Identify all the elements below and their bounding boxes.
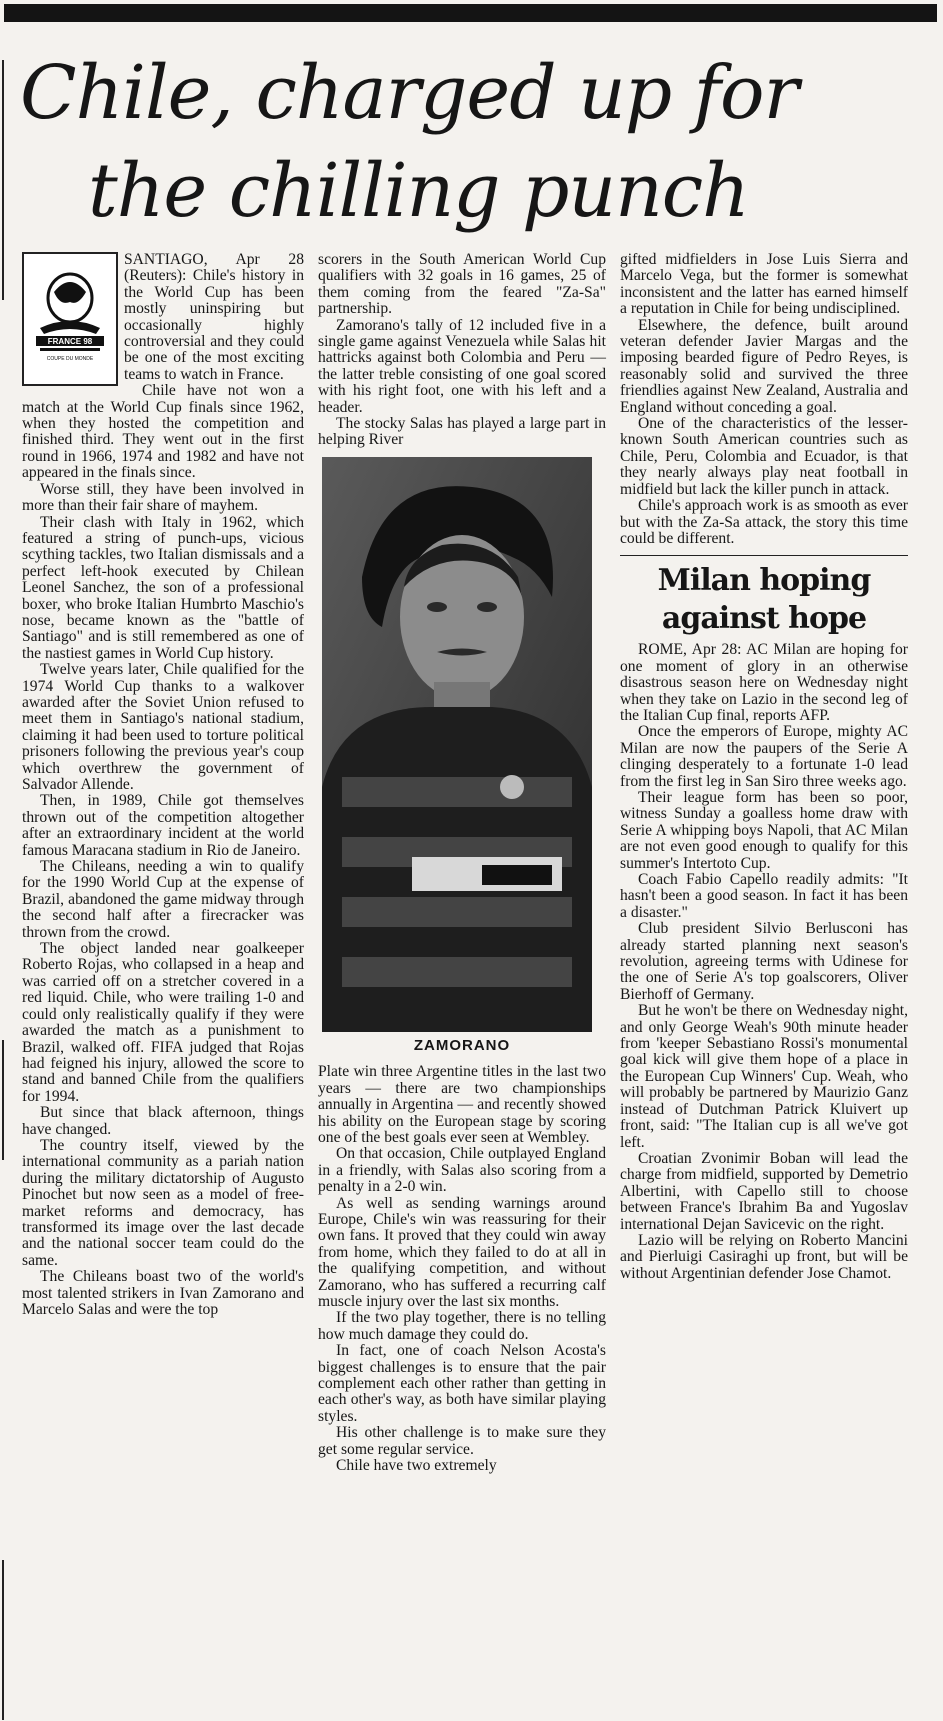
article-paragraph: scorers in the South American World Cup qualifiers with 32 goals in 16 games, 25 of them coming from the feared "Za-Sa" partnership. — [318, 251, 606, 318]
column-rule — [2, 1560, 4, 1720]
adjacent-column-edge — [0, 0, 10, 1721]
article-paragraph: Chile have two extremely — [336, 1457, 497, 1475]
article-paragraph: But he won't be there on Wednesday night, and only George Weah's 90th minute header from 'keeper Sebastiano Rossi's monumental goal kick will give them hope of a place in the European Cup Winners' Cup. Weah, who will probably be partnered by Maurizio Ganz instead of Dutchman Patrick Kluivert up front, said: "The Italian cup is all we've got left. — [620, 1002, 908, 1151]
article-paragraph: But since that black afternoon, things have changed. — [22, 1104, 304, 1138]
article — [22, 252, 922, 1718]
article-paragraph: SANTIAGO, Apr 28 (Reuters): Chile's history in the World Cup has been mostly uninspiring but occasionally highly controversial and they could be one of the most exciting teams to watch in France. — [124, 251, 304, 383]
article-paragraph: Once the emperors of Europe, mighty AC Milan are now the paupers of the Serie A clinging desperately to a fortunate 1-0 lead from the first leg in San Siro three weeks ago. — [620, 723, 908, 790]
article-paragraph: Zamorano's tally of 12 included five in a single game against Venezuela while Salas hit hattricks against both Colombia and Peru — the latter treble consisting of one goal scored with his right foot, one with his left and a header. — [318, 316, 606, 416]
column-3 — [620, 252, 908, 1282]
top-rule — [4, 4, 937, 22]
zamorano-photo — [322, 457, 592, 1032]
column-rule — [2, 60, 4, 300]
headline-line-1: Chile, charged up for — [20, 50, 798, 136]
article-paragraph: Chile have not won a match at the World Cup finals since 1962, when they hosted the competition and finished third. They went out in the first round in 1966, 1974 and 1982 and have not appeared in the finals since. — [22, 382, 304, 482]
headline-line-2: the chilling punch — [88, 148, 749, 234]
article-paragraph: Lazio will be relying on Roberto Mancini and Pierluigi Casiraghi up front, but will be without Argentinian defender Jose Chamot. — [620, 1231, 908, 1282]
column-rule — [2, 1040, 4, 1160]
article-paragraph: The object landed near goalkeeper Roberto Rojas, who collapsed in a heap and was carried off on a stretcher covered in a red liquid. Chile, who were trailing 1-0 and could only realistically qualify if they were awarded the match as a punishment to Brazil, walked off. FIFA judged that Rojas had feigned his injury, allowed the score to stand and banned Chile from the qualifiers for 1994. — [22, 940, 304, 1105]
article-paragraph: Coach Fabio Capello readily admits: "It hasn't been a good season. In fact it has been a disaster." — [620, 871, 908, 921]
photo-caption: ZAMORANO — [413, 1036, 511, 1054]
article-paragraph: In fact, one of coach Nelson Acosta's biggest challenges is to ensure that the pair complement each other rather than getting in each other's way, as both have similar playing styles. — [318, 1342, 606, 1425]
article-paragraph: Croatian Zvonimir Boban will lead the charge from midfield, supported by Demetrio Albertini, with Capello still to choose between France's Ibrahim Ba and Yugoslav international Dejan Savicevic on the right. — [620, 1149, 908, 1233]
dateline: SANTIAGO, Apr 28 (Reuters): — [124, 251, 304, 285]
article-paragraph: One of the characteristics of the lesser-known South American countries such as Chile, Peru, Colombia and Ecuador, is that they nearly always play neat football in midfield but lack the killer punch in attack. — [620, 415, 908, 498]
logo-subtext: COUPE DU MONDE — [46, 356, 94, 362]
article-paragraph: Their league form has been so poor, witness Sunday a goalless home draw with Serie A whipping boys Napoli, that AC Milan are not even good enough to qualify for this summer's Intertoto Cup. — [620, 788, 908, 872]
article-paragraph: Chile's approach work is as smooth as ever but with the Za-Sa attack, the story this time could be different. — [620, 497, 908, 547]
article-paragraph: The Chileans, needing a win to qualify for the 1990 World Cup at the expense of Brazil, abandoned the game midway through the second half after a firecracker was thrown from the crowd. — [22, 858, 304, 941]
article-paragraph: As well as sending warnings around Europe, Chile's win was reassuring for their own fans. It proved that they could win away from home, which they failed to do at all in the qualifying competition, and without Zamorano, who has suffered a recurring calf muscle injury over the last six months. — [318, 1194, 606, 1310]
main-headline — [20, 44, 920, 240]
article-paragraph: Club president Silvio Berlusconi has already started planning next season's revolution, agreeing terms with Udinese for the one of Serie A's top goalscorers, Oliver Bierhoff of Germany. — [620, 920, 908, 1003]
world-cup-logo-icon — [30, 262, 110, 378]
article-paragraph: Elsewhere, the defence, built around veteran defender Javier Margas and the imposing bearded figure of Pedro Reyes, is reasonably solid and survived the three friendlies against New Zealand, Australia and England without conceding a goal. — [620, 316, 908, 416]
article-paragraph: On that occasion, Chile outplayed England in a friendly, with Salas also scoring from a penalty in a 2-0 win. — [318, 1145, 606, 1196]
article-paragraph: Their clash with Italy in 1962, which featured a string of punch-ups, vicious scything tackles, two Italian dismissals and a perfect left-hook executed by Chilean Leonel Sanchez, the son of a professional boxer, who broke Italian Humbrto Maschio's nose, became known as the "battle of Santiago" and is still remembered as one of the nastiest games in World Cup history. — [22, 513, 304, 662]
logo-text: FRANCE 98 — [47, 337, 93, 346]
article-paragraph: gifted midfielders in Jose Luis Sierra and Marcelo Vega, but the former is somewhat inconsistent and the latter has earned himself a reputation in Chile for being undisciplined. — [620, 251, 908, 318]
article-paragraph: Plate win three Argentine titles in the last two years — there are two championships annually in Argentina — and recently showed his ability on the European stage by scoring one of the best goals ever seen at Wembley. — [318, 1063, 606, 1146]
column-2 — [318, 252, 606, 1474]
article-paragraph: The stocky Salas has played a large part in helping River — [318, 415, 606, 449]
article-paragraph: If the two play together, there is no telling how much damage they could do. — [318, 1309, 606, 1343]
article-paragraph: Worse still, they have been involved in more than their fair share of mayhem. — [22, 480, 304, 515]
france-98-logo — [22, 252, 118, 386]
article-paragraph: ROME, Apr 28: AC Milan are hoping for one moment of glory in an otherwise disastrous season here on Wednesday night when they take on Lazio in the second leg of the Italian Cup final, reports AFP. — [620, 641, 908, 724]
subheadline-line-2: against hope — [661, 601, 867, 637]
article-paragraph: Then, in 1989, Chile got themselves thrown out of the competition altogether after an extraordinary incident at the world famous Maracana stadium in Rio de Janeiro. — [22, 792, 304, 859]
column-1 — [22, 252, 304, 1318]
player-portrait-icon — [322, 457, 592, 1032]
article-paragraph: His other challenge is to make sure they get some regular service. — [318, 1424, 606, 1458]
article-paragraph: The country itself, viewed by the international community as a pariah nation during the military dictatorship of Augusto Pinochet but now seen as a model of free-market reforms and democracy, has transformed its image over the last decade and the national soccer team could do the same. — [22, 1136, 304, 1269]
article-paragraph: The Chileans boast two of the world's most talented strikers in Ivan Zamorano and Marcelo Salas and were the top — [22, 1268, 304, 1318]
article-paragraph: Twelve years later, Chile qualified for the 1974 World Cup thanks to a walkover awarded after the Soviet Union refused to meet them in Santiago's national stadium, claiming it had been used to torture political prisoners following the previous year's coup which overthrew the government of Salvador Allende. — [22, 661, 304, 793]
subheadline-line-1: Milan hoping — [657, 563, 871, 599]
milan-subheadline — [620, 555, 908, 638]
